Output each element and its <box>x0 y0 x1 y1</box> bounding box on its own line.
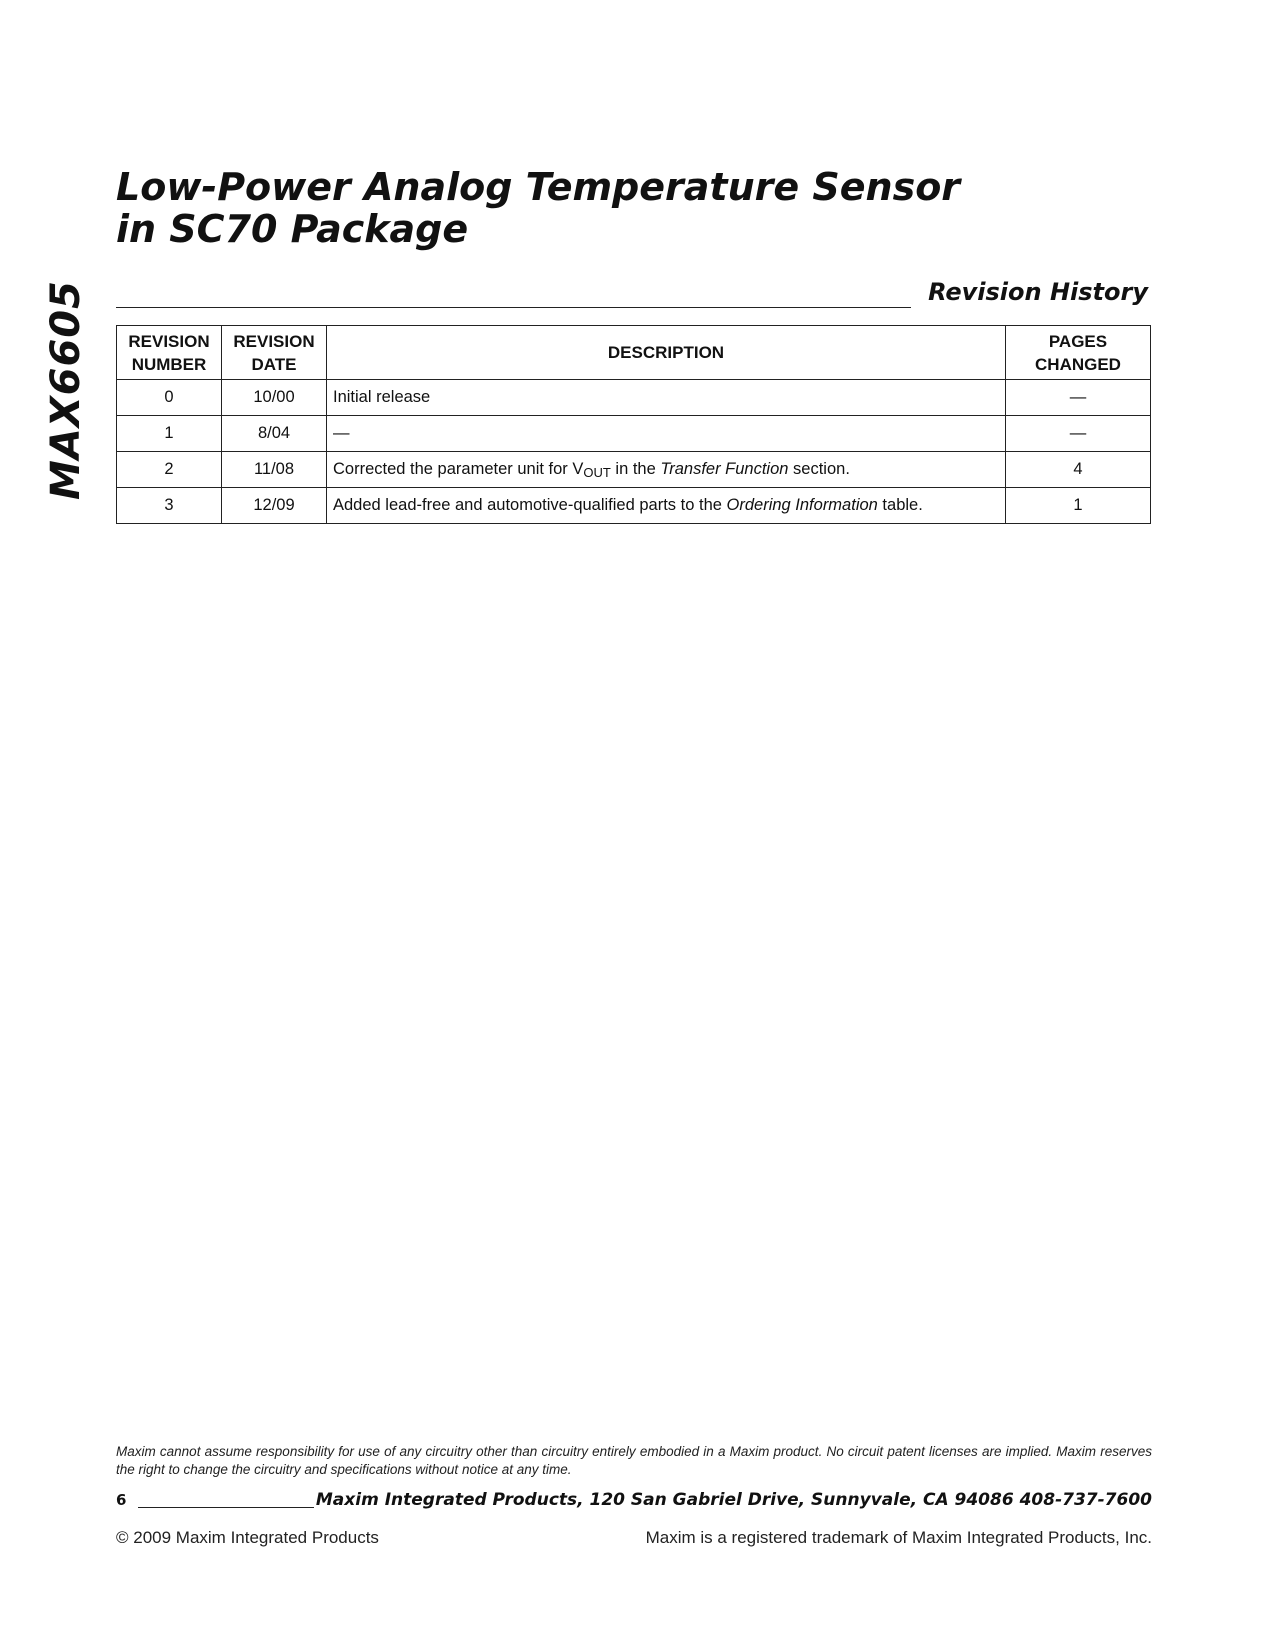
table-row <box>117 452 1151 488</box>
description-text: Added lead-free and automotive-qualified parts to the <box>333 496 727 514</box>
header-revision-number <box>117 326 222 380</box>
description-text: in the <box>610 459 661 478</box>
header-pages-changed-line-2: CHANGED <box>1035 354 1121 374</box>
description-subscript: OUT <box>583 464 611 480</box>
table-row <box>117 380 1151 416</box>
description-cell: — <box>327 416 1006 452</box>
company-address: Maxim Integrated Products, 120 San Gabriel Drive, Sunnyvale, CA 94086 408-737-7600 <box>315 1490 1152 1510</box>
revision-date-cell: 8/04 <box>222 416 327 452</box>
pages-changed-cell: 4 <box>1006 452 1151 488</box>
section-divider <box>116 307 911 308</box>
trademark-notice: Maxim is a registered trademark of Maxim Integrated Products, Inc. <box>645 1528 1152 1547</box>
description-cell <box>327 452 1006 488</box>
header-revision-date-line-2: DATE <box>251 354 297 374</box>
header-pages-changed <box>1006 326 1151 380</box>
page-title <box>116 166 1016 250</box>
page-title-line-2: in SC70 Package <box>116 207 469 251</box>
pages-changed-cell: — <box>1006 380 1151 416</box>
description-italic-text: Transfer Function <box>660 459 789 478</box>
side-part-number-text: MAX6605 <box>43 280 89 500</box>
revision-number-cell: 1 <box>117 416 222 452</box>
description-cell: Initial release <box>327 380 1006 416</box>
table-header-row <box>117 326 1151 380</box>
header-revision-date <box>222 326 327 380</box>
revision-number-cell: 2 <box>117 452 222 488</box>
table-row <box>117 416 1151 452</box>
revision-date-cell: 10/00 <box>222 380 327 416</box>
description-italic-text: Ordering Information <box>726 496 878 514</box>
header-description: DESCRIPTION <box>327 326 1006 380</box>
revision-history-table <box>116 325 1151 524</box>
revision-date-cell: 11/08 <box>222 452 327 488</box>
page-number: 6 <box>116 1491 127 1509</box>
pages-changed-cell: — <box>1006 416 1151 452</box>
description-text: Corrected the parameter unit for V <box>333 459 584 478</box>
revision-number-cell: 0 <box>117 380 222 416</box>
header-revision-date-line-1: REVISION <box>233 331 315 351</box>
pages-changed-cell: 1 <box>1006 488 1151 524</box>
page-title-line-1: Low-Power Analog Temperature Sensor <box>116 165 961 209</box>
footer-line <box>116 1488 1152 1514</box>
revision-date-cell: 12/09 <box>222 488 327 524</box>
table-row <box>117 488 1151 524</box>
footer-divider <box>138 1507 314 1508</box>
description-cell <box>327 488 1006 524</box>
revision-number-cell: 3 <box>117 488 222 524</box>
legal-disclaimer: Maxim cannot assume responsibility for use of any circuitry other than circuitry entirely embodied in a Maxim product. No circuit patent licenses are implied. Maxim reserves the right to change the circuitry and specifications without notice at any time. <box>116 1444 1152 1477</box>
header-revision-number-line-2: NUMBER <box>131 354 207 374</box>
header-revision-number-line-1: REVISION <box>128 331 210 351</box>
description-text: table. <box>877 496 923 514</box>
section-title: Revision History <box>928 278 1148 306</box>
header-pages-changed-line-1: PAGES <box>1048 331 1108 351</box>
side-part-number <box>38 280 94 500</box>
description-text: section. <box>788 459 850 478</box>
copyright-notice: © 2009 Maxim Integrated Products <box>116 1528 379 1547</box>
